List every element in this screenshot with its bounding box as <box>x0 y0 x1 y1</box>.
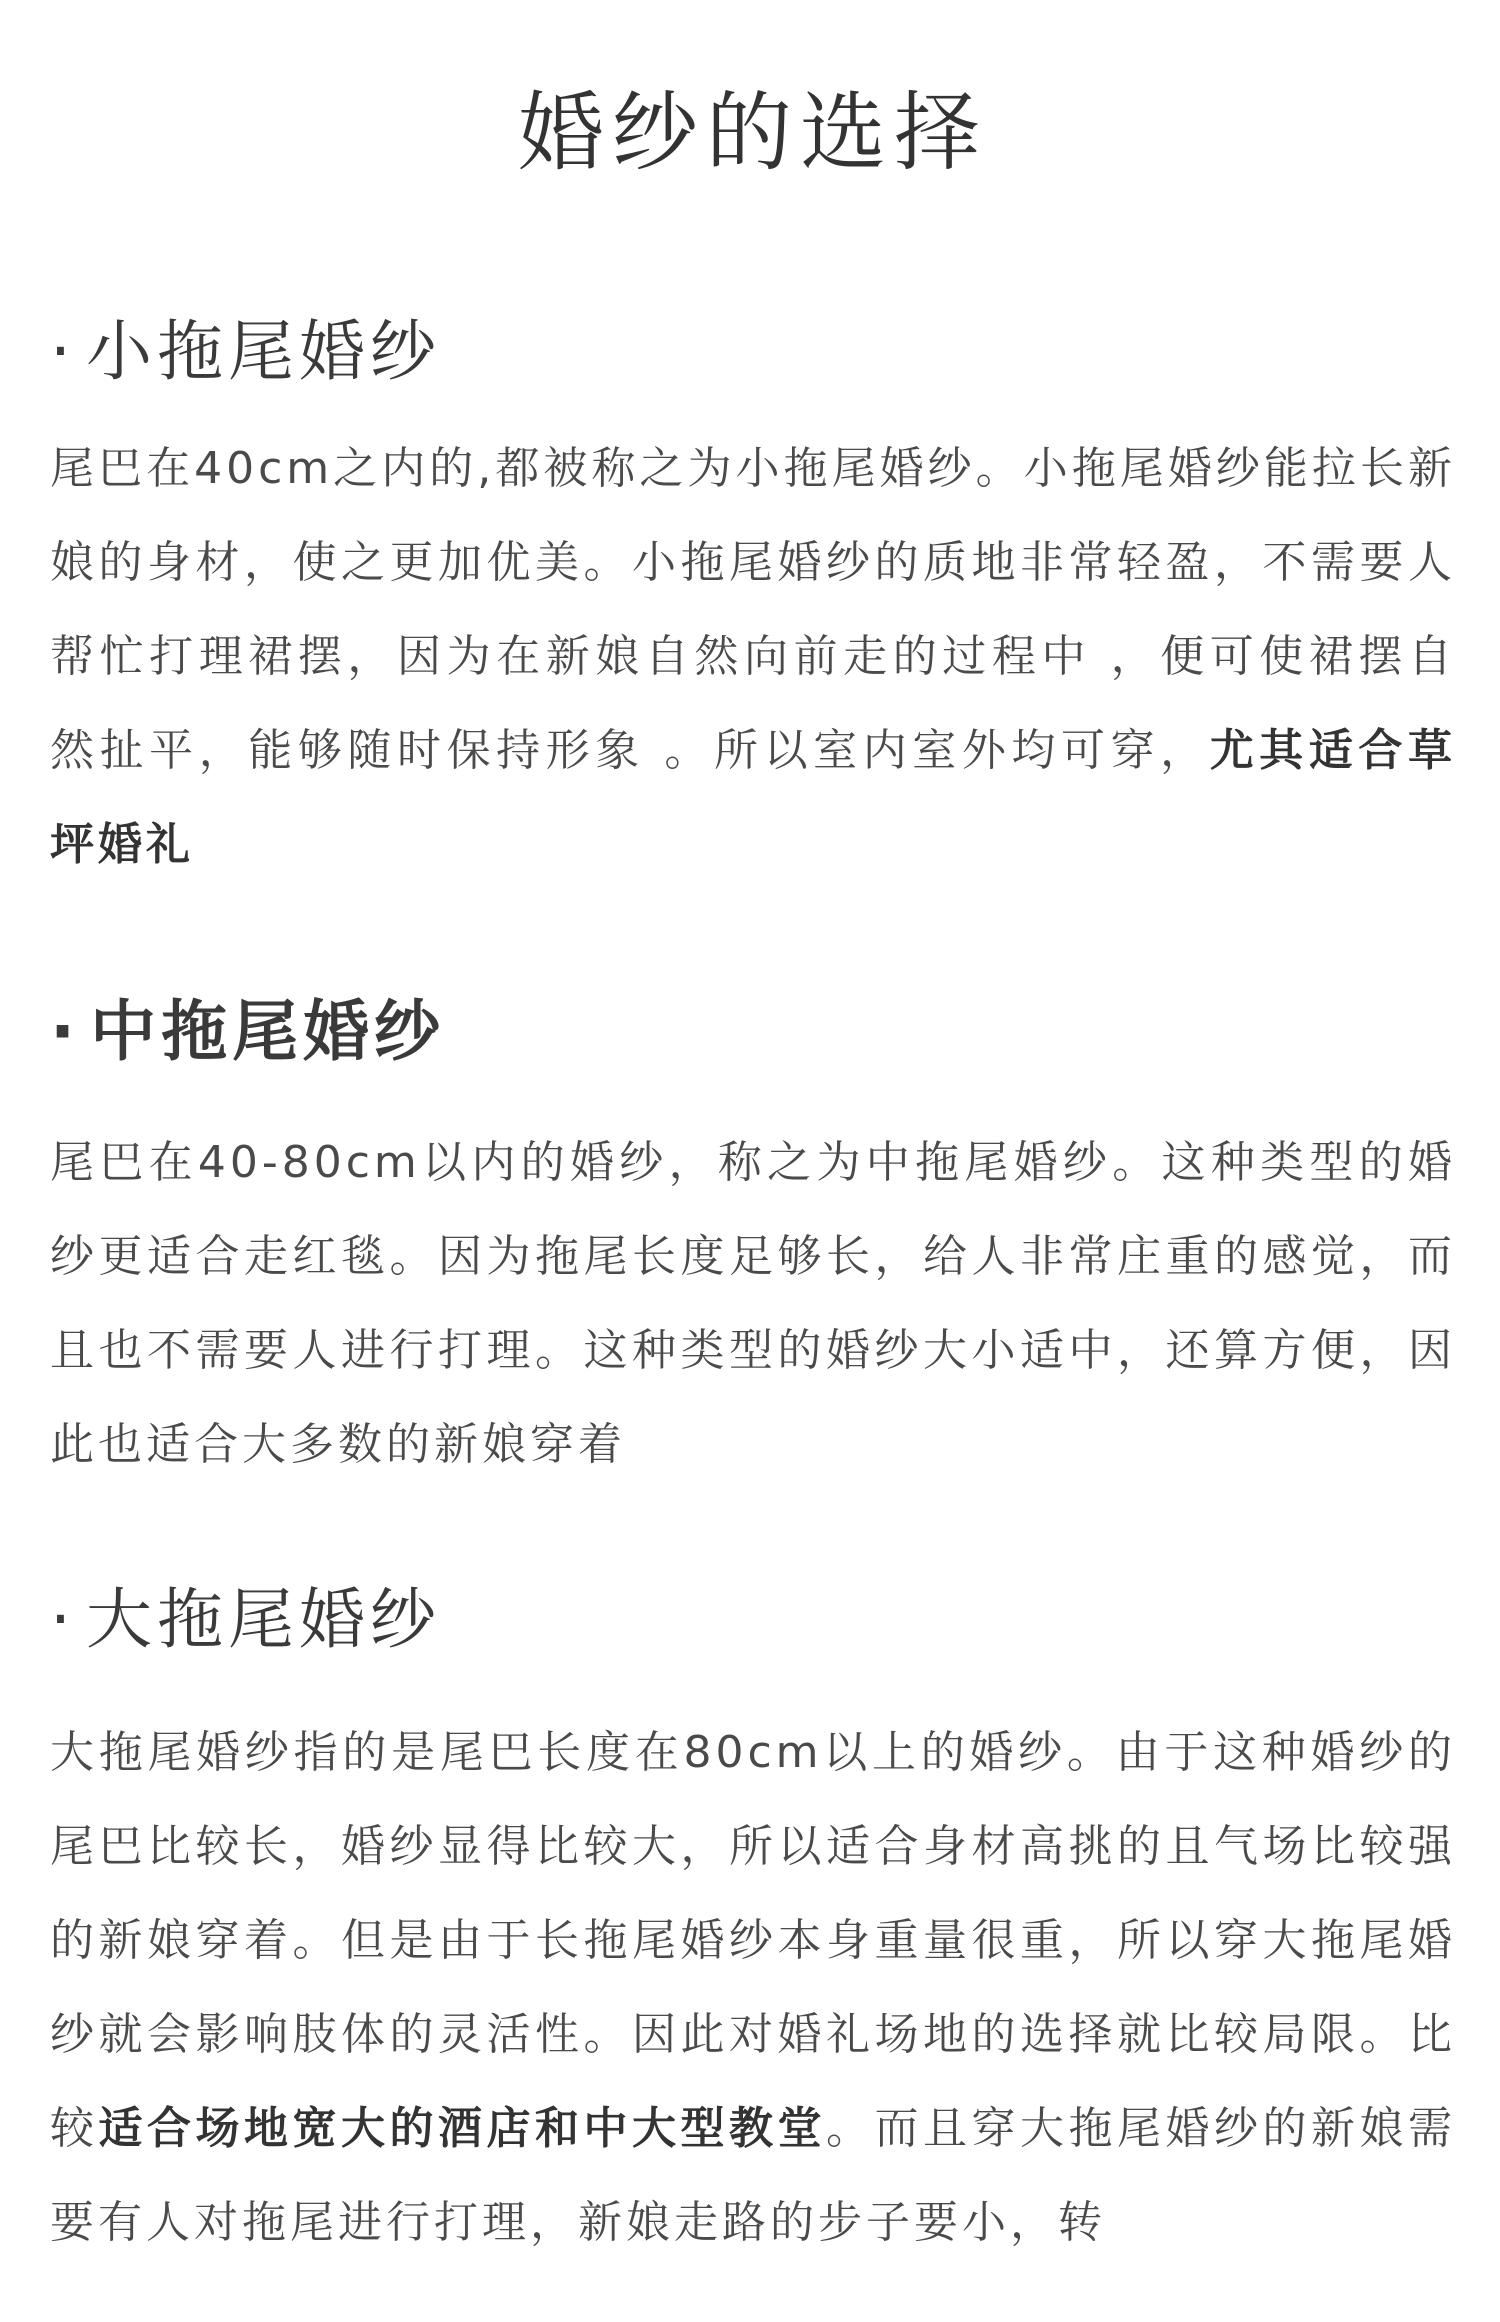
section-heading-text: 中拖尾婚纱 <box>90 993 446 1070</box>
section-heading-text: 大拖尾婚纱 <box>85 1581 441 1658</box>
paragraph-text-continued: 。而且穿大拖尾婚纱的新娘需要有人对拖尾进行打理，新娘走路的步子要小，转 <box>50 2103 1456 2248</box>
section-medium-train <box>50 986 1456 1492</box>
bullet-dot: · <box>50 313 76 390</box>
section-small-train <box>50 306 1456 892</box>
paragraph-bold-text: 适合场地宽大的酒店和中大型教堂 <box>98 2103 826 2154</box>
bullet-dot: · <box>50 1581 76 1658</box>
section-paragraph <box>50 422 1456 892</box>
section-paragraph <box>50 1706 1456 2270</box>
bullet-dot: · <box>50 993 81 1070</box>
section-heading <box>50 986 1456 1078</box>
paragraph-text: 尾巴在40-80cm以内的婚纱，称之为中拖尾婚纱。这种类型的婚纱更适合走红毯。因为拖尾长度足够长，给人非常庄重的感觉，而且也不需要人进行打理。这种类型的婚纱大小适中，还算方便，因此也适合大多数的新娘穿着 <box>50 1137 1456 1470</box>
section-paragraph <box>50 1116 1456 1492</box>
section-heading <box>50 306 1456 398</box>
section-heading-text: 小拖尾婚纱 <box>85 313 441 390</box>
paragraph-text: 大拖尾婚纱指的是尾巴长度在80cm以上的婚纱。由于这种婚纱的尾巴比较长，婚纱显得比较大，所以适合身材高挑的且气场比较强的新娘穿着。但是由于长拖尾婚纱本身重量很重，所以穿大拖尾婚纱就会影响肢体的灵活性。因此对婚礼场地的选择就比较局限。比较 <box>50 1727 1456 2154</box>
page-title: 婚纱的选择 <box>518 83 988 183</box>
paragraph-bold-text: 尤其适合草坪婚礼 <box>50 725 1457 870</box>
section-heading <box>50 1574 1456 1666</box>
section-large-train <box>50 1574 1456 2270</box>
paragraph-text: 尾巴在40cm之内的,都被称之为小拖尾婚纱。小拖尾婚纱能拉长新娘的身材，使之更加优美。小拖尾婚纱的质地非常轻盈，不需要人帮忙打理裙摆，因为在新娘自然向前走的过程中 ，便可使裙摆自然扯平，能够随时保持形象 。所以室内室外均可穿， <box>50 443 1456 776</box>
